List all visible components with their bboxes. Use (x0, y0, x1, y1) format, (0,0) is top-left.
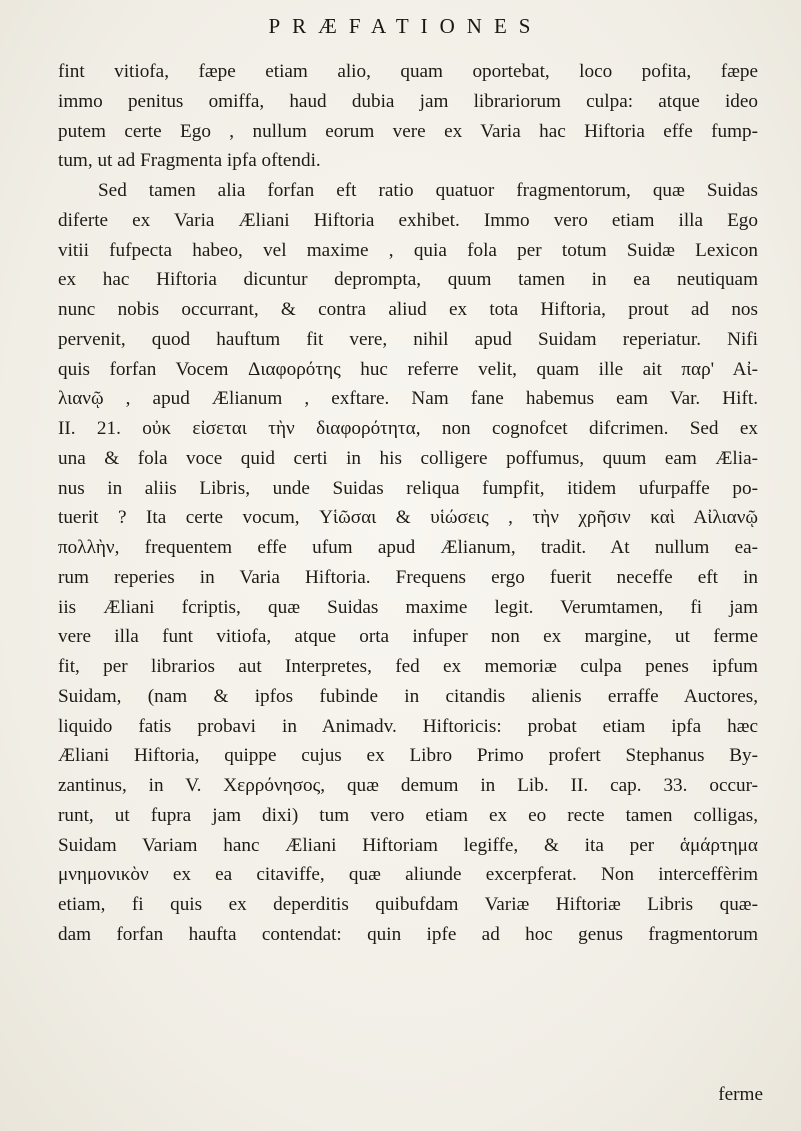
text-line: ex hac Hiftoria dicuntur deprompta, quum tamen in ea neutiquam (58, 269, 758, 291)
text-line: nunc nobis occurrant, & contra aliud ex tota Hiftoria, prout ad nos (58, 299, 758, 320)
text-line: liquido fatis probavi in Animadv. Hiftoricis: probat etiam ipfa hæc (58, 715, 758, 737)
text-line: πολλὴν, frequentem effe ufum apud Ælianum, tradit. At nullum ea- (58, 537, 758, 558)
text-line: rum reperies in Varia Hiftoria. Frequens ergo fuerit neceffe eft in (58, 566, 758, 588)
text-line: Æliani Hiftoria, quippe cujus ex Libro Primo profert Stephanus By- (58, 745, 758, 767)
text-line: tum, ut ad Fragmenta ipfa oftendi. (58, 150, 321, 172)
text-line: pervenit, quod hauftum fit vere, nihil apud Suidam reperiatur. Nifi (58, 328, 758, 350)
text-line: una & fola voce quid certi in his colligere poffumus, quum eam Ælia- (58, 447, 758, 469)
text-line: fit, per librarios aut Interpretes, fed ex memoriæ culpa penes ipfum (58, 656, 758, 677)
text-line: zantinus, in V. Χερρόνησος, quæ demum in Lib. II. cap. 33. occur- (58, 775, 758, 796)
text-line: nus in aliis Libris, unde Suidas reliqua fumpfit, itidem ufurpaffe po- (58, 477, 758, 499)
text-line: fint vitiofa, fæpe etiam alio, quam oportebat, loco pofita, fæpe (58, 61, 758, 82)
running-head: PRÆFATIONES (268, 14, 543, 38)
text-line: λιανῷ , apud Ælianum , exftare. Nam fane habemus eam Var. Hift. (58, 388, 758, 410)
text-line: vitii fufpecta habeo, vel maxime , quia fola per totum Suidæ Lexicon (58, 239, 758, 261)
text-line: Sed tamen alia forfan eft ratio quatuor fragmentorum, quæ Suidas (98, 180, 758, 201)
text-line: dam forfan haufta contendat: quin ipfe ad hoc genus fragmentorum (58, 923, 758, 945)
text-line: quis forfan Vocem Διαφορότης huc referre velit, quam ille ait παρ' Αἰ- (58, 358, 758, 380)
text-line: putem certe Ego , nullum eorum vere ex Varia hac Hiftoria effe fump- (58, 120, 758, 142)
text-line: runt, ut fupra jam dixi) tum vero etiam ex eo recte tamen colligas, (58, 804, 758, 826)
catchword: ferme (718, 1084, 763, 1105)
text-line: Suidam, (nam & ipfos fubinde in citandis alienis erraffe Auctores, (58, 685, 758, 707)
text-line: μνημονικὸν ex ea citaviffe, quæ aliunde excerpferat. Non interceffèrim (58, 864, 758, 886)
text-line: vere illa funt vitiofa, atque orta infuper non ex margine, ut ferme (58, 626, 758, 648)
text-line: Suidam Variam hanc Æliani Hiftoriam legiffe, & ita per ἁμάρτημα (58, 834, 758, 856)
text-line: etiam, fi quis ex deperditis quibufdam Variæ Hiftoriæ Libris quæ- (58, 894, 758, 915)
text-line: tuerit ? Ita certe vocum, Υἱῶσαι & υἱώσεις , τὴν χρῆσιν καὶ Αἰλιανῷ (58, 507, 758, 529)
text-line: immo penitus omiffa, haud dubia jam librariorum culpa: atque ideo (58, 90, 758, 112)
text-line: II. 21. οὐκ εἰσεται τὴν διαφορότητα, non cognofcet difcrimen. Sed ex (58, 418, 758, 439)
text-line: iis Æliani fcriptis, quæ Suidas maxime legit. Verumtamen, fi jam (58, 596, 758, 618)
body-text (58, 57, 758, 950)
text-line: diferte ex Varia Æliani Hiftoria exhibet. Immo vero etiam illa Ego (58, 209, 758, 231)
